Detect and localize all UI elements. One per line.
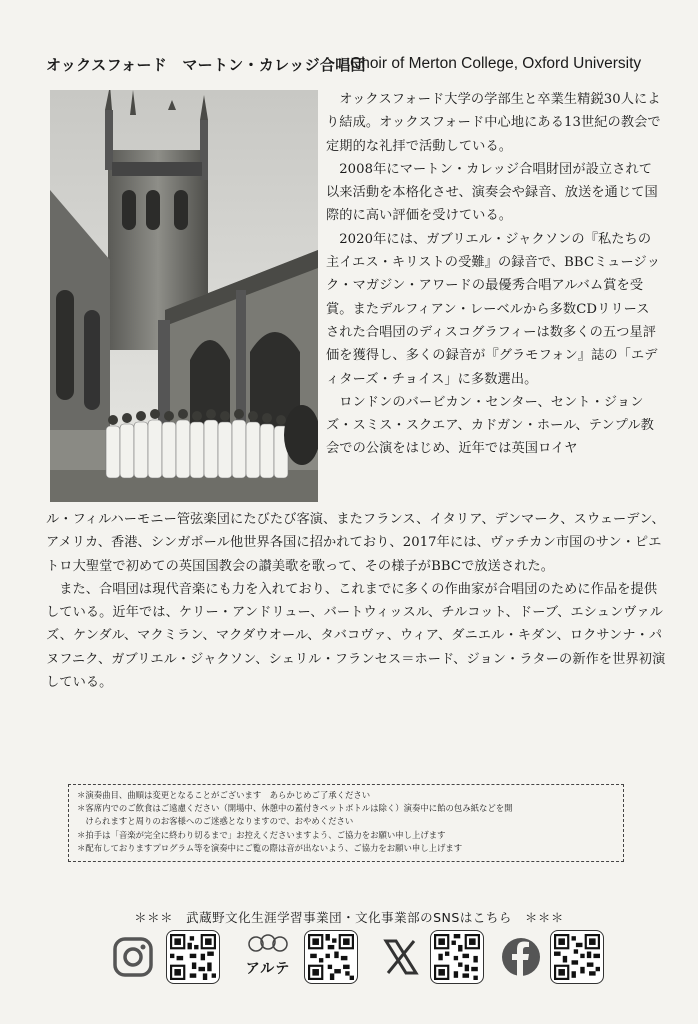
x-icon bbox=[380, 936, 422, 978]
page-header bbox=[46, 54, 666, 78]
body-right-column bbox=[326, 88, 662, 461]
choir-title-jp: オックスフォード マートン・カレッジ合唱団 bbox=[46, 56, 366, 74]
notice-line: ＊客席内でのご飲食はご遠慮ください（開場中、休憩中の蓋付きペットボトルは除く）演奏中に飴の包み紙などを開 bbox=[77, 803, 513, 814]
arte-label: アルテ bbox=[245, 961, 291, 977]
arte-logo bbox=[238, 928, 298, 988]
instagram-qr-code[interactable] bbox=[166, 930, 220, 984]
sns-title: ＊＊＊ 武蔵野文化生涯学習事業団・文化事業部のSNSはこちら ＊＊＊ bbox=[134, 910, 564, 925]
sns-x[interactable] bbox=[378, 928, 490, 990]
body-full-column bbox=[46, 508, 666, 694]
notice-line: ＊演奏曲目、曲順は変更となることがございます あらかじめご了承ください bbox=[77, 790, 371, 800]
qr-code-icon bbox=[434, 934, 480, 980]
sns-arte[interactable] bbox=[238, 928, 366, 990]
notice-line: ＊拍手は「音楽が完全に終わり切るまで」お控えくださいますよう、ご協力をお願い申し上げます bbox=[77, 829, 446, 840]
audience-notice-box bbox=[68, 784, 624, 862]
arte-characters-icon bbox=[247, 930, 289, 954]
qr-code-icon bbox=[170, 934, 216, 980]
bio-paragraph-3: 2020年には、ガブリエル・ジャクソンの『私たちの主イエス・キリストの受難』の録音で、BBCミュージック・マガジン・アワードの最優秀合唱アルバム賞を受賞。またデルフィアン・レーベルから多数CDリリースされた合唱団のディスコグラフィーは数多くの五つ星評価を獲得し、多くの録音が『グラモフォン』誌の「エディターズ・チョイス」に多数選出。 bbox=[326, 231, 661, 387]
facebook-qr-code[interactable] bbox=[550, 930, 604, 984]
sns-facebook[interactable] bbox=[500, 928, 608, 990]
notice-line: けられますと周りのお客様へのご迷惑となりますので、おやめください bbox=[77, 816, 354, 827]
bio-paragraph-5: また、合唱団は現代音楽にも力を入れており、これまでに多くの作曲家が合唱団のために作品を提供している。近年では、ケリー・アンドリュー、バートウィッスル、チルコット、ドーブ、エシュンヴァルズ、ケンダル、マクミラン、マクダウオール、タバコヴァ、ウィア、ダニエル・キダン、ロクサンナ・パヌフニク、ガブリエル・ジャクソン、シェリル・フランセス＝ホード、ジョン・ラターの新作を世界初演している。 bbox=[46, 581, 666, 691]
sns-instagram[interactable] bbox=[108, 928, 228, 990]
arte-qr-code[interactable] bbox=[304, 930, 358, 984]
x-qr-code[interactable] bbox=[430, 930, 484, 984]
sns-links bbox=[108, 928, 608, 990]
notice-line: ＊配布しておりますプログラム等を演奏中にご覧の際は音が出ないよう、ご協力をお願い申し上げます bbox=[77, 842, 463, 853]
bio-paragraph-4b: ル・フィルハーモニー管弦楽団にたびたび客演、またフランス、イタリア、デンマーク、スウェーデン、アメリカ、香港、シンガポール他世界各国に招かれており、2017年には、ヴァチカン市国のサン・ピエトロ大聖堂で初めての英国国教会の讃美歌を歌って、その様子がBBCで放送された。 bbox=[46, 512, 665, 574]
qr-code-icon bbox=[554, 934, 600, 980]
bio-paragraph-4a: ロンドンのバービカン・センター、セント・ジョンズ・スミス・スクエア、カドガン・ホール、テンプル教会での公演をはじめ、近年では英国ロイヤ bbox=[326, 394, 654, 457]
qr-code-icon bbox=[308, 934, 354, 980]
choir-members bbox=[106, 420, 288, 478]
instagram-icon bbox=[112, 936, 154, 978]
choir-photo bbox=[50, 90, 318, 502]
bio-paragraph-1: オックスフォード大学の学部生と卒業生精鋭30人により結成。オックスフォード中心地にある13世紀の教会で定期的な礼拝で活動している。 bbox=[326, 92, 661, 154]
facebook-icon bbox=[500, 936, 542, 978]
choir-title-en: Choir of Merton College, Oxford University bbox=[350, 55, 642, 72]
bio-paragraph-2: 2008年にマートン・カレッジ合唱財団が設立されて以来活動を本格化させ、演奏会や録音、放送を通じて国際的に高い評価を受けている。 bbox=[326, 161, 658, 224]
